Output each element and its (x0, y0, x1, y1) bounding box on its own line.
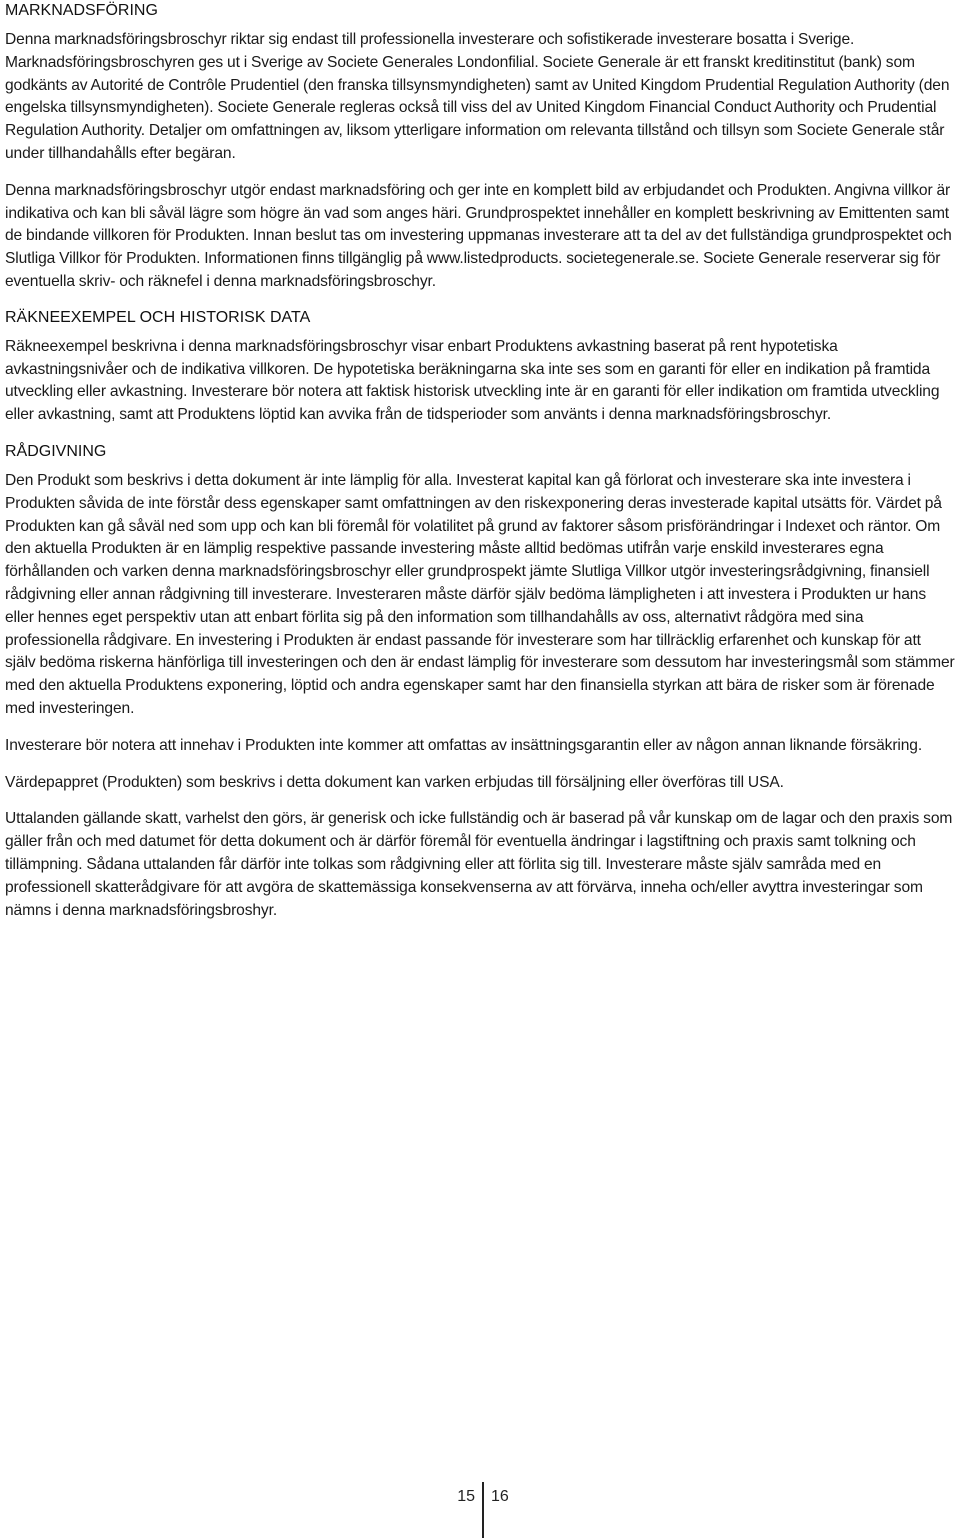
page-number-right: 16 (491, 1488, 509, 1505)
page-number-left: 15 (457, 1488, 475, 1505)
paragraph: Investerare bör notera att innehav i Produkten inte kommer att omfattas av insättningsgarantin eller av någon annan liknande försäkring. (5, 736, 923, 754)
page-number-footer (0, 1482, 960, 1538)
section-heading: MARKNADSFÖRING (5, 2, 158, 19)
section-heading: RÄKNEEXEMPEL OCH HISTORISK DATA (5, 308, 311, 326)
document-page (5, 0, 955, 922)
section-marknadsforing (5, 0, 955, 294)
paragraph: Den Produkt som beskrivs i detta dokument är inte lämplig för alla. Investerat kapital kan gå förlorat och investerare ska inte investera i Produkten såvida de inte förstår dess egenskaper samt omfattningen av den riskexponering deras investerade kapital utsätts för. Värdet på Produkten kan gå såväl ned som upp och kan bli föremål för volatilitet på grund av faktorer såsom prisförändringar i Indexet och räntor. Om den aktuella Produkten är en lämplig respektive passande investering måste alltid bedömas utifrån varje enskild investerares egna förhållanden och varken denna marknadsföringsbroschyr eller grundprospekt jämte Slutliga Villkor utgör investeringsrådgivning, finansiell rådgivning eller annan rådgivning till investerare. Investeraren måste därför själv bedöma lämpligheten i att investera i Produkten ur hans eller hennes eget perspektiv utan att enbart förlita sig på den information som tillhandahålls av oss, alternativt rådgöra med sina professionella rådgivare. En investering i Produkten är endast passande för investerare som har tillräcklig erfarenhet och kunskap för att själv bedöma riskerna hänförliga till investeringen och den är endast lämplig för investerare som dessutom har investeringsmål som stämmer med den aktuella Produktens exponering, löptid och andra egenskaper samt har den finansiella styrkan att bära de risker som är förenade med investeringen. (5, 471, 955, 717)
paragraph: Räkneexempel beskrivna i denna marknadsföringsbroschyr visar enbart Produktens avkastning baserat på rent hypotetiska avkastningsnivåer och de indikativa villkoren. De hypotetiska beräkningarna ska inte ses som en garanti för eller en indikation på framtida utveckling eller avkastning. Investerare bör notera att faktisk historisk utveckling inte är en garanti för eller indikation om framtida utveckling eller avkastning, samt att Produktens löptid kan avvika från de tidsperioder som använts i denna marknadsföringsbroschyr. (5, 337, 940, 424)
section-heading: RÅDGIVNING (5, 442, 107, 460)
paragraph: Denna marknadsföringsbroschyr utgör endast marknadsföring och ger inte en komplett bild av erbjudandet och Produkten. Angivna villkor är indikativa och kan bli såväl lägre som högre än vad som anges häri. Grundprospektet innehåller en komplett beskrivning av Emittenten samt de bindande villkoren för Produkten. Innan beslut tas om investering uppmanas investerare att ta del av det fullständiga grundprospektet och Slutliga Villkor för Produkten. Informationen finns tillgänglig på www.listedproducts. societegenerale.se. Societe Generale reserverar sig för eventuella skriv- och räknefel i denna marknadsföringsbroschyr. (5, 181, 952, 290)
section-rakneexempel (5, 307, 955, 427)
page-number-divider (482, 1482, 484, 1538)
paragraph: Uttalanden gällande skatt, varhelst den görs, är generisk och icke fullständig och är baserad på vår kunskap om de lagar och den praxis som gäller från och med datumet för detta dokument och är därför föremål för eventuella ändringar i lagstiftning och praxis samt tolkning och tillämpning. Sådana uttalanden får därför inte tolkas som rådgivning eller att förlita sig till. Investerare måste själv samråda med en professionell skatterådgivare för att avgöra de skattemässiga konsekvenserna av att förvärva, inneha och/eller avyttra investeringar som nämns i denna marknadsföringsbroshyr. (5, 810, 953, 919)
paragraph: Värdepappret (Produkten) som beskrivs i detta dokument kan varken erbjudas till försäljning eller överföras till USA. (5, 773, 784, 791)
section-radgivning (5, 441, 955, 922)
paragraph: Denna marknadsföringsbroschyr riktar sig endast till professionella investerare och sofistikerade investerare bosatta i Sverige. Marknadsföringsbroschyren ges ut i Sverige av Societe Generales Londonfilial. Societe Generale är ett franskt kreditinstitut (bank) som godkänts av Autorité de Contrôle Prudentiel (den franska tillsynsmyndigheten) samt av United Kingdom Prudential Regulation Authority (den engelska tillsynsmyndigheten). Societe Generale regleras också till viss del av United Kingdom Financial Conduct Authority och Prudential Regulation Authority. Detaljer om omfattningen av, liksom ytterligare information om relevanta tillstånd och tillsyn som Societe Generale står under tillhandahålls efter begäran. (5, 31, 950, 162)
